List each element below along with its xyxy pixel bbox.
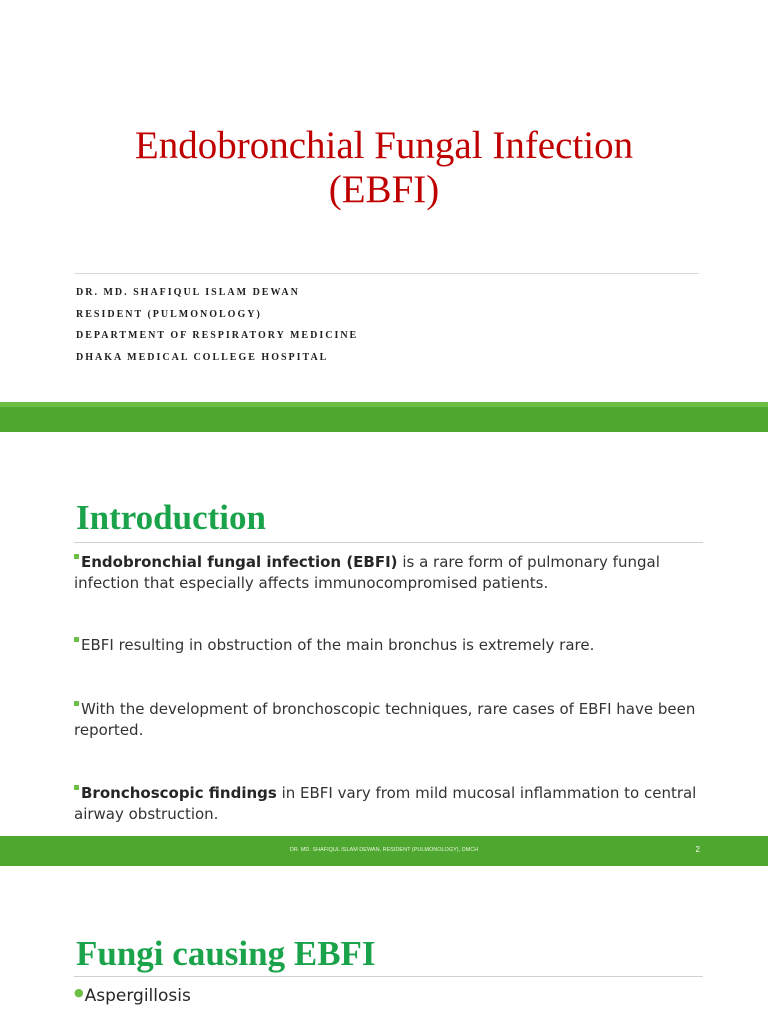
slide-heading: Fungi causing EBFI — [76, 934, 376, 973]
bullet-square-icon — [74, 785, 79, 790]
bullet-square-icon — [74, 701, 79, 706]
author-block — [76, 282, 358, 368]
bullet-square-icon — [74, 554, 79, 559]
slide-heading: Introduction — [76, 498, 266, 537]
bullet-dot-icon: ● — [74, 986, 84, 999]
slide-title — [0, 124, 768, 212]
bullet-text: EBFI resulting in obstruction of the main bronchus is extremely rare. — [81, 636, 595, 654]
title-slide — [0, 0, 768, 402]
page-number: 2 — [695, 845, 700, 854]
fungi-slide — [0, 866, 768, 1024]
author-name: DR. MD. SHAFIQUL ISLAM DEWAN — [76, 287, 300, 298]
heading-divider — [74, 976, 703, 977]
bullet-item — [74, 552, 714, 594]
bullet-bold-text: Endobronchial fungal infection (EBFI) — [81, 553, 398, 571]
heading-divider — [74, 542, 703, 543]
introduction-slide — [0, 432, 768, 836]
slide-footer-band — [0, 836, 768, 866]
bullet-bold-text: Bronchoscopic findings — [81, 784, 277, 802]
bullet-text: Aspergillosis — [84, 986, 191, 1006]
slide-separator-band — [0, 402, 768, 432]
title-line-2: (EBFI) — [328, 168, 440, 211]
author-institution: DHAKA MEDICAL COLLEGE HOSPITAL — [76, 351, 329, 363]
bullet-item — [74, 986, 191, 1006]
author-department: DEPARTMENT OF RESPIRATORY MEDICINE — [76, 330, 359, 341]
author-position: RESIDENT (PULMONOLOGY) — [76, 308, 262, 320]
bullet-item — [74, 635, 714, 656]
bullet-text: With the development of bronchoscopic techniques, rare cases of EBFI have been reported. — [74, 700, 696, 739]
bullet-text: in EBFI vary from mild mucosal inflammation to central airway obstruction. — [74, 784, 697, 823]
title-line-1: Endobronchial Fungal Infection — [134, 124, 634, 167]
bullet-item — [74, 699, 714, 741]
bullet-text: is a rare form of pulmonary fungal infection that especially affects immunocompromised patients. — [74, 553, 660, 592]
bullet-item — [74, 783, 714, 825]
bullet-square-icon — [74, 637, 79, 642]
footer-text: DR. MD. SHAFIQUL ISLAM DEWAN, RESIDENT (PULMONOLOGY), DMCH — [289, 847, 479, 853]
title-divider — [74, 273, 699, 274]
